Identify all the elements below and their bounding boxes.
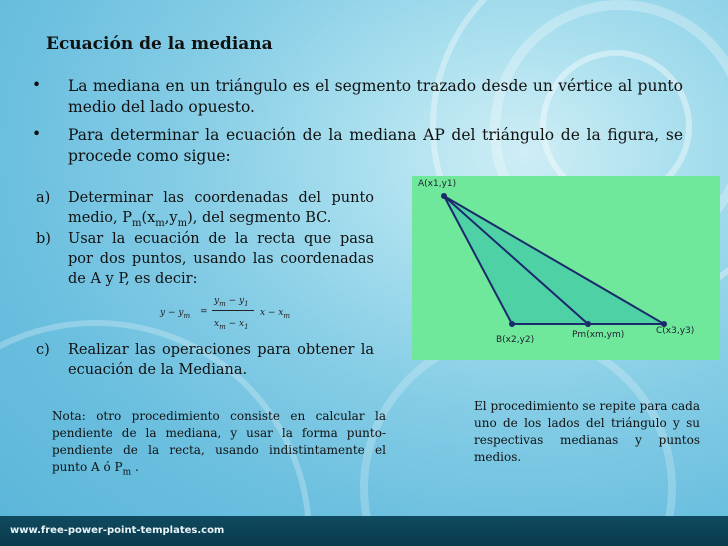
step-text: Realizar las operaciones para obtener la ecuación de la Mediana. [68, 342, 374, 378]
bullet-marker: • [32, 76, 42, 94]
triangle-svg [412, 176, 720, 360]
step-text: Determinar las coordenadas del punto medio, $P_m(x_m,y_m)$, del segmento BC. [68, 190, 374, 229]
label-A: A(x1,y1) [418, 179, 457, 189]
step-label: a) [36, 190, 51, 206]
step-text: Usar la ecuación de la recta que pasa por dos puntos, usando las coordenadas de A y P, es decir: [68, 231, 374, 287]
bullet-text: La mediana en un triángulo es el segmento trazado desde un vértice al punto medio del lado opuesto. [68, 77, 683, 116]
step-label: b) [36, 231, 51, 247]
bullet-text: Para determinar la ecuación de la mediana AP del triángulo de la figura, se procede como sigue: [68, 126, 683, 165]
point-Pm [585, 321, 591, 327]
label-Pm: Pm(xm,ym) [572, 330, 625, 340]
fraction-bar [212, 310, 254, 311]
note-right: El procedimiento se repite para cada uno de los lados del triángulo y su respectivas medianas y puntos medios. [474, 399, 700, 464]
footer-bar [0, 516, 728, 546]
step-label: c) [36, 342, 50, 358]
two-point-formula [160, 296, 310, 336]
point-B [509, 321, 515, 327]
point-A [441, 193, 447, 199]
formula-denominator: $x_m - x_1$ [214, 319, 249, 331]
formula-equals: = [200, 307, 208, 317]
slide-title: Ecuación de la mediana [46, 34, 273, 54]
triangle-fill [444, 196, 664, 324]
label-B: B(x2,y2) [496, 335, 535, 345]
note-left: Nota: otro procedimiento consiste en calcular la pendiente de la mediana, y usar la forma punto-pendiente de la recta, usando indistintamente el punto A ó $P_m$ . [52, 409, 386, 478]
formula-lhs: $y - y_m$ [160, 308, 191, 320]
formula-numerator: $y_m - y_1$ [214, 296, 249, 308]
triangle-figure [412, 176, 720, 360]
formula-rhs: $x - x_m$ [260, 308, 291, 320]
bullet-marker: • [32, 125, 42, 143]
footer-url[interactable]: www.free-power-point-templates.com [10, 525, 225, 536]
label-C: C(x3,y3) [656, 326, 695, 336]
